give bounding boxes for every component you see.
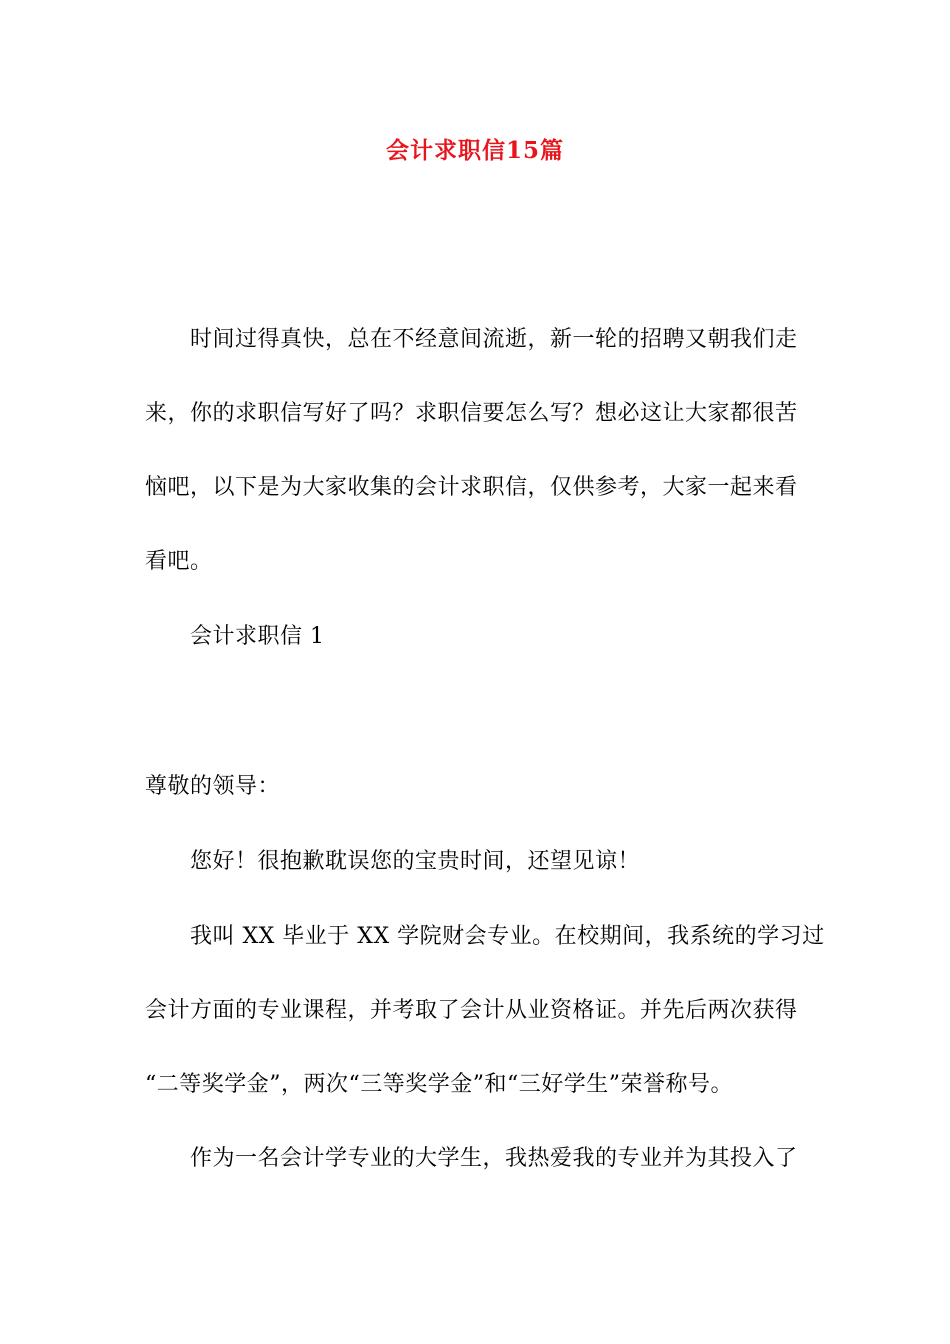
major-line: 作为一名会计学专业的大学生，我热爱我的专业并为其投入了 (190, 1146, 798, 1171)
greeting-block (145, 825, 810, 899)
intro-line: 来，你的求职信写好了吗？求职信要怎么写？想必这让大家都很苦 (145, 401, 798, 426)
intro-line: 时间过得真快，总在不经意间流逝，新一轮的招聘又朝我们走 (190, 327, 798, 352)
section-heading-block (145, 600, 810, 674)
education-line: 我叫 XX 毕业于 XX 学院财会专业。在校期间，我系统的学习过 (190, 924, 825, 949)
intro-line: 看吧。 (145, 549, 213, 574)
greeting: 您好！很抱歉耽误您的宝贵时间，还望见谅！ (190, 849, 641, 874)
education-line: 会计方面的专业课程，并考取了会计从业资格证。并先后两次获得 (145, 998, 798, 1023)
education-paragraph (145, 900, 825, 1122)
education-line: “二等奖学金”，两次“三等奖学金”和“三好学生”荣誉称号。 (145, 1072, 733, 1097)
intro-line: 恼吧，以下是为大家收集的会计求职信，仅供参考，大家一起来看 (145, 475, 798, 500)
salutation: 尊敬的领导： (145, 774, 281, 799)
section-heading: 会计求职信 1 (190, 624, 325, 649)
major-paragraph (145, 1122, 810, 1196)
document-title: 会计求职信15篇 (385, 137, 564, 164)
intro-paragraph (145, 303, 810, 599)
salutation-block (145, 750, 810, 824)
